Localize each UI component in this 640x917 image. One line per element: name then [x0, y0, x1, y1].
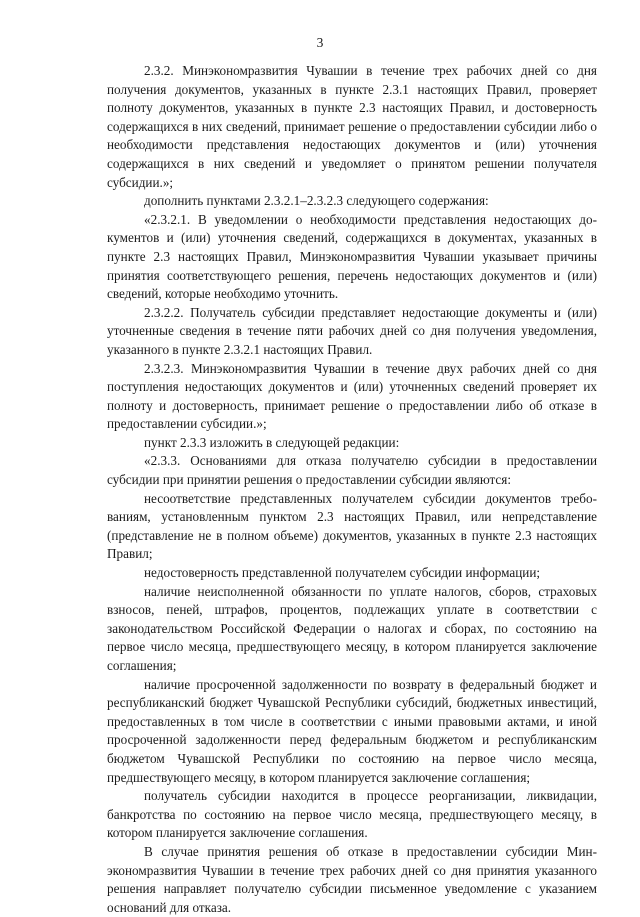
paragraph-2-3-2: 2.3.2. Минэкономразвития Чувашии в течение трех рабочих дней со дня получения документов, указанных в пункте 2.3.1 настоящих Правил, проверяет полноту документов, указанных в пункте 2.3 настоящих Правил, и достоверность содержащихся в них сведений, принимает решение о предоставлении субсидии либо о необходимости представления недостающих документов и (или) уточнения содержащихся в них сведений и уведомляет о принятом решении получателя субсидии.»; — [107, 63, 597, 190]
document-body — [107, 62, 597, 917]
paragraph-ground-noncompliance: несоответствие представленных получателем субсидии документов требованиям, установленным пунктом 2.3 настоящих Правил, или непредставление (представление не в полном объеме) документов, указанных в пункте 2.3 настоящих Правил; — [107, 490, 597, 562]
paragraph-ground-tax-arrears: наличие неисполненной обязанности по уплате налогов, сборов, страховых взносов, пеней, штрафов, процентов, подлежащих уплате в соответствии с законодательством Российской Федерации о налогах и сборах, по состоянию на первое число месяца, предшествующего месяцу, в котором планируется заключение соглашения; — [107, 583, 597, 673]
paragraph-2-3-2-2: 2.3.2.2. Получатель субсидии представляет недостающие документы и (или) уточненные сведения в течение пяти рабочих дней со дня получения уведомления, указанного в пункте 2.3.2.1 настоящих Правил. — [107, 304, 597, 357]
paragraph-2-3-2-3: 2.3.2.3. Минэкономразвития Чувашии в течение двух рабочих дней со дня поступления недостающих документов и (или) уточненных сведений проверяет их полноту и достоверность, принимает решение о предоставлении либо об отказе в предоставлении субсидии.»; — [107, 360, 597, 432]
paragraph-ground-reorganization: получатель субсидии находится в процессе реорганизации, ликвидации, банкротства по состоянию на первое число месяца, предшествующего месяцу, в котором планируется заключение соглашения. — [107, 788, 597, 841]
paragraph-edit-instruction: пункт 2.3.3 изложить в следующей редакции: — [144, 434, 400, 450]
paragraph-2-3-2-1: «2.3.2.1. В уведомлении о необходимости представления недостающих документов и (или) уточнения сведений, содержащихся в документах, указанных в пункте 2.3 настоящих Правил, Минэкономразвития Чувашии указывает причины принятия соответствующего решения, перечень недостающих документов и (или) сведений, которые необходимо уточнить. — [107, 211, 597, 302]
paragraph-ground-overdue-debt: наличие просроченной задолженности по возврату в федеральный бюджет и республиканский бюджет Чувашской Республики субсидий, бюджетных инвестиций, предоставленных в том числе в соответствии с иными правовыми актами, и иной просроченной задолженности перед федеральным бюджетом и республиканским бюджетом Чувашской Республики по состоянию на первое число месяца, предшествующего месяцу, в котором планируется заключение соглашения; — [107, 676, 597, 785]
paragraph-refusal-notice: В случае принятия решения об отказе в предоставлении субсидии Минэкономразвития Чувашии в течение трех рабочих дней со дня принятия указанного решения направляет получателю субсидии письменное уведомление с указанием оснований для отказа. — [107, 843, 597, 915]
paragraph-ground-unreliable-info: недостоверность представленной получателем субсидии информации; — [144, 565, 541, 581]
page-number: 3 — [316, 35, 324, 50]
paragraph-2-3-3: «2.3.3. Основаниями для отказа получателю субсидии в предоставлении субсидии при принятии решения о предоставлении субсидии являются: — [107, 453, 597, 488]
paragraph-amend-instruction: дополнить пунктами 2.3.2.1–2.3.2.3 следующего содержания: — [144, 193, 489, 209]
